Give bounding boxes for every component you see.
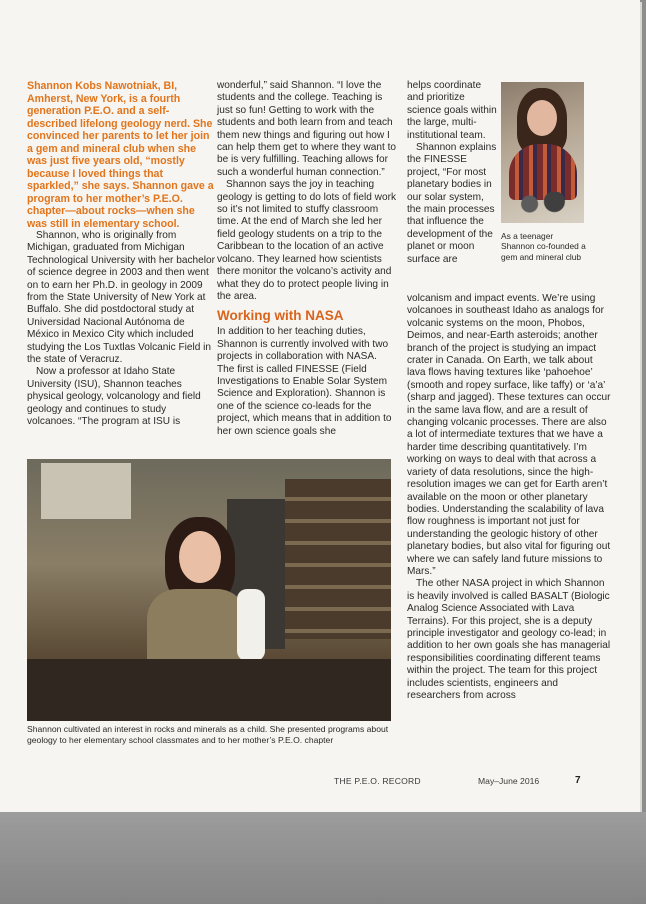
col3-paragraph: helps coordinate and prioritize science goals within the large, multi-institutional team.	[407, 80, 497, 141]
col1-paragraph: Now a professor at Idaho State University (ISU), Shannon teaches physical geology, volcanology and field geology and continues to study volcanoes. “The program at ISU is	[27, 366, 201, 428]
teenager-photo	[501, 82, 584, 223]
col3-paragraph: The other NASA project in which Shannon is heavily involved is called BASALT (Biologic Analog Science Associated with Lava Terrains). For this project, she is a deputy principle investigator and geology co-lead; in addition to her own goals she has managerial responsibilities coordinating different teams within the project. The team for this project includes scientists, engineers and researchers from across	[407, 578, 611, 701]
column-3-wide	[407, 293, 612, 702]
column-1	[27, 80, 215, 429]
footer-date: May–June 2016	[478, 776, 540, 786]
section-heading-nasa: Working with NASA	[217, 308, 344, 324]
photo-caption-large: Shannon cultivated an interest in rocks and minerals as a child. She presented programs about geology to her elementary school classmates and to her mother’s P.E.O. chapter	[27, 724, 389, 745]
col1-paragraph: Shannon, who is originally from Michigan, graduated from Michigan Technological University with her bachelor of science degree in 2003 and then went on to earn her Ph.D. in geology in 2009 from the State University of New York at Buffalo. She did postdoctoral study at Universidad Nacional Autónoma de México in Mexico City which included studying the Los Tuxtlas Volcanic Field in the state of Veracruz.	[27, 230, 215, 366]
col3-paragraph: volcanism and impact events. We’re using volcanoes in southeast Idaho as analogs for volcanic systems on the moon, Phobos, Deimos, and near-Earth asteroids; another branch of the project is studying an impact crater in Canada. On Earth, we talk about lava flows having textures like ‘pahoehoe’ (smooth and ropey surface, like taffy) or ‘a’a’ (sharp and jagged). These textures can occur in the same lava flow, and are a result of changing volcanic processes. There are also a lot of intermediate textures that we have a harder time describing quantitatively. I’m working on ways to deal with that across a variety of data resolutions, since the high-resolution images we can get for Earth aren’t available on the moon or other planetary bodies. Understanding the scalability of lava flow roughness is important not just for understanding the geologic history of other planetary bodies, but also vital for figuring out where we can safely land future missions to Mars.”	[407, 293, 611, 577]
col2-paragraph: In addition to her teaching duties, Shannon is currently involved with two projects in collaboration with NASA. The first is called FINESSE (Field Investigations to Enable Solar System Science and Exploration). Shannon is one of the science co-leads for the project, which means that in addition to her own science goals she	[217, 326, 392, 437]
col2-paragraph: wonderful,” said Shannon. “I love the students and the college. Teaching is just so fun! Getting to work with the students and both learn from and teach them new things and figuring out how I can help them get to where they want to be is very fulfilling. Teaching allows for such a wonderful human connection.”	[217, 80, 396, 178]
column-3-top	[407, 80, 499, 266]
intro-lead: Shannon Kobs Nawotniak, BI, Amherst, New York, is a fourth generation P.E.O. and a self-described lifelong geology nerd. She convinced her parents to let her join a gem and mineral club when she was just five years old, “mostly because I loved things that sparkled,” she says. Shannon gave a program to her mother’s P.E.O. chapter—about rocks—when she was still in elementary school.	[27, 80, 214, 230]
col3-paragraph: Shannon explains the FINESSE project, “For most planetary bodies in our solar system, the main processes that influence the development of the planet or moon surface are	[407, 142, 497, 265]
photo-caption-small: As a teenager Shannon co-founded a gem and mineral club	[501, 231, 586, 262]
col2-paragraph: Shannon says the joy in teaching geology is getting to do lots of field work so it’s not limited to stuffy classroom time. At the end of March she led her field geology students on a trip to the Caribbean to the location of an active volcano. They learned how scientists there monitor the volcano’s activity and what they do to protect people living in the area.	[217, 179, 396, 302]
footer-publication: THE P.E.O. RECORD	[334, 776, 421, 786]
childhood-photo	[27, 459, 391, 721]
page-number: 7	[575, 775, 581, 786]
column-2	[217, 80, 396, 438]
scan-background	[0, 812, 646, 904]
